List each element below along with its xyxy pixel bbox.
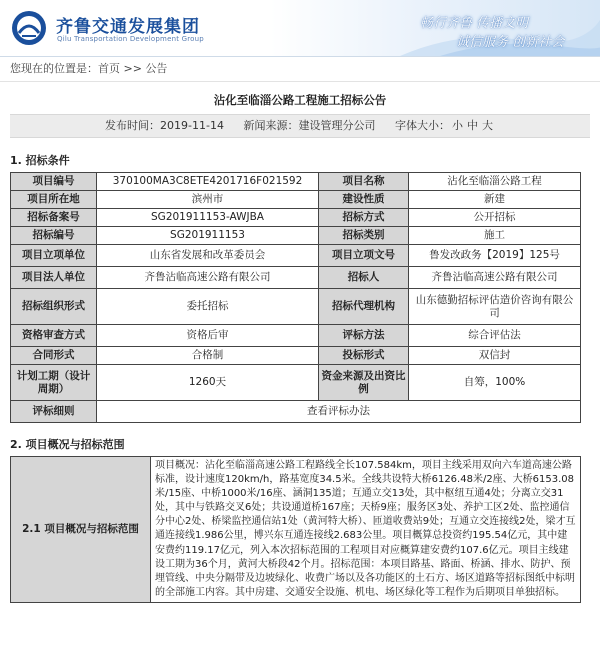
font-size-medium-link[interactable]: 中 — [466, 119, 478, 132]
breadcrumb-separator: >> — [120, 62, 146, 75]
bidding-conditions-table — [10, 172, 581, 423]
section-bidding-conditions-title: 1. 招标条件 — [10, 154, 70, 167]
table-row — [11, 325, 581, 347]
field-value: 资格后审 — [97, 325, 319, 347]
field-label: 招标人 — [319, 267, 409, 289]
field-label: 计划工期（设计周期） — [11, 365, 97, 401]
breadcrumb-home-link[interactable]: 首页 — [98, 62, 120, 75]
table-row — [11, 267, 581, 289]
field-label: 建设性质 — [319, 191, 409, 209]
table-row — [11, 245, 581, 267]
field-value: 山东省发展和改革委员会 — [97, 245, 319, 267]
table-row — [11, 227, 581, 245]
field-value: 施工 — [409, 227, 581, 245]
slogan-line-2: 诚信服务 创新社会 — [456, 35, 565, 50]
font-size-small-link[interactable]: 小 — [451, 119, 463, 132]
field-label: 项目编号 — [11, 173, 97, 191]
page-title: 沾化至临淄公路工程施工招标公告 — [213, 93, 387, 107]
field-value: 综合评估法 — [409, 325, 581, 347]
field-label: 资格审查方式 — [11, 325, 97, 347]
table-row — [11, 457, 581, 603]
field-label: 项目所在地 — [11, 191, 97, 209]
font-size-large-link[interactable]: 大 — [481, 119, 493, 132]
field-value: 公开招标 — [409, 209, 581, 227]
field-value: 双信封 — [409, 347, 581, 365]
table-row — [11, 347, 581, 365]
field-value: 1260天 — [97, 365, 319, 401]
section-project-overview-title: 2. 项目概况与招标范围 — [10, 438, 125, 451]
field-label: 资金来源及出资比例 — [319, 365, 409, 401]
eval-rules-link[interactable]: 查看评标办法 — [97, 401, 581, 423]
breadcrumb-current-link[interactable]: 公告 — [145, 62, 168, 75]
overview-label: 2.1 项目概况与招标范围 — [11, 457, 151, 603]
field-value: 山东德勤招标评估造价咨询有限公司 — [409, 289, 581, 325]
overview-text: 项目概况：沾化至临淄高速公路工程路线全长107.584km，项目主线采用双向六车道高速公路标准，设计速度120km/h，路基宽度34.5米。全线共设特大桥6126.48米/2座、大桥6153.08米/15座、中桥1000米/16座、涵洞135道；互通立交13处，其中枢纽互通4处；分离立交31处，其中与铁路交叉6处；共设通道桥167座；天桥9座；服务区3处、养护工区2处、监控通信分中心2处、桥梁监控通信站1处（黄河特大桥）、匝道收费站9处；互通立交连接线2处，梁才互通连接线1.986公里，博兴东互通连接线2.683公里。项目概算总投资约195.54亿元，其中建安费约119.17亿元，列入本次招标范围的工程项目对应概算建安费约107.6亿元。项目主线建设工期为36个月，黄河大桥段42个月。招标范围：本项目路基、路面、桥涵、排水、防护、预埋管线、中央分隔带及边坡绿化、收费广场以及各功能区的土石方、场区道路等招标图纸中标明的全部施工内容。其中房建、交通安全设施、机电、场区绿化等工程作为后期项目单独招标。 — [151, 457, 581, 603]
field-label: 招标代理机构 — [319, 289, 409, 325]
table-row — [11, 401, 581, 423]
field-label: 项目法人单位 — [11, 267, 97, 289]
field-label: 评标方法 — [319, 325, 409, 347]
field-label: 项目立项文号 — [319, 245, 409, 267]
field-value: 滨州市 — [97, 191, 319, 209]
site-header — [0, 0, 600, 57]
field-value: 合格制 — [97, 347, 319, 365]
field-value: 鲁发改政务【2019】125号 — [409, 245, 581, 267]
field-label: 项目立项单位 — [11, 245, 97, 267]
font-size-label: 字体大小： — [394, 119, 450, 132]
field-value: 新建 — [409, 191, 581, 209]
table-row — [11, 191, 581, 209]
field-value: 370100MA3C8ETE4201716F021592 — [97, 173, 319, 191]
field-label: 招标类别 — [319, 227, 409, 245]
field-label: 投标形式 — [319, 347, 409, 365]
article-meta-bar — [10, 114, 590, 138]
field-value: SG201911153 — [97, 227, 319, 245]
news-source: 新闻来源：建设管理分公司 — [243, 119, 376, 132]
breadcrumb — [0, 57, 600, 82]
project-overview-table — [10, 456, 581, 603]
table-row — [11, 173, 581, 191]
table-row — [11, 209, 581, 227]
field-label: 合同形式 — [11, 347, 97, 365]
field-label: 招标方式 — [319, 209, 409, 227]
field-value: 齐鲁沾临高速公路有限公司 — [409, 267, 581, 289]
slogan-line-1: 畅行齐鲁 传播文明 — [420, 16, 529, 31]
brand-english-name: Qilu Transportation Development Group — [57, 35, 204, 43]
font-size-control — [395, 119, 495, 132]
field-value: 齐鲁沾临高速公路有限公司 — [97, 267, 319, 289]
field-value: 沾化至临淄公路工程 — [409, 173, 581, 191]
field-value: SG201911153-AWJBA — [97, 209, 319, 227]
breadcrumb-prefix: 您现在的位置是： — [10, 62, 98, 75]
field-label: 招标编号 — [11, 227, 97, 245]
field-label: 招标组织形式 — [11, 289, 97, 325]
field-value: 委托招标 — [97, 289, 319, 325]
table-row — [11, 365, 581, 401]
field-label: 项目名称 — [319, 173, 409, 191]
field-label: 招标备案号 — [11, 209, 97, 227]
field-value: 自筹，100% — [409, 365, 581, 401]
table-row — [11, 289, 581, 325]
publish-time: 发布时间：2019-11-14 — [105, 119, 224, 132]
company-logo-icon[interactable] — [10, 9, 48, 47]
eval-rules-label: 评标细则 — [11, 401, 97, 423]
brand-name[interactable]: 齐鲁交通发展集团 — [56, 17, 200, 37]
